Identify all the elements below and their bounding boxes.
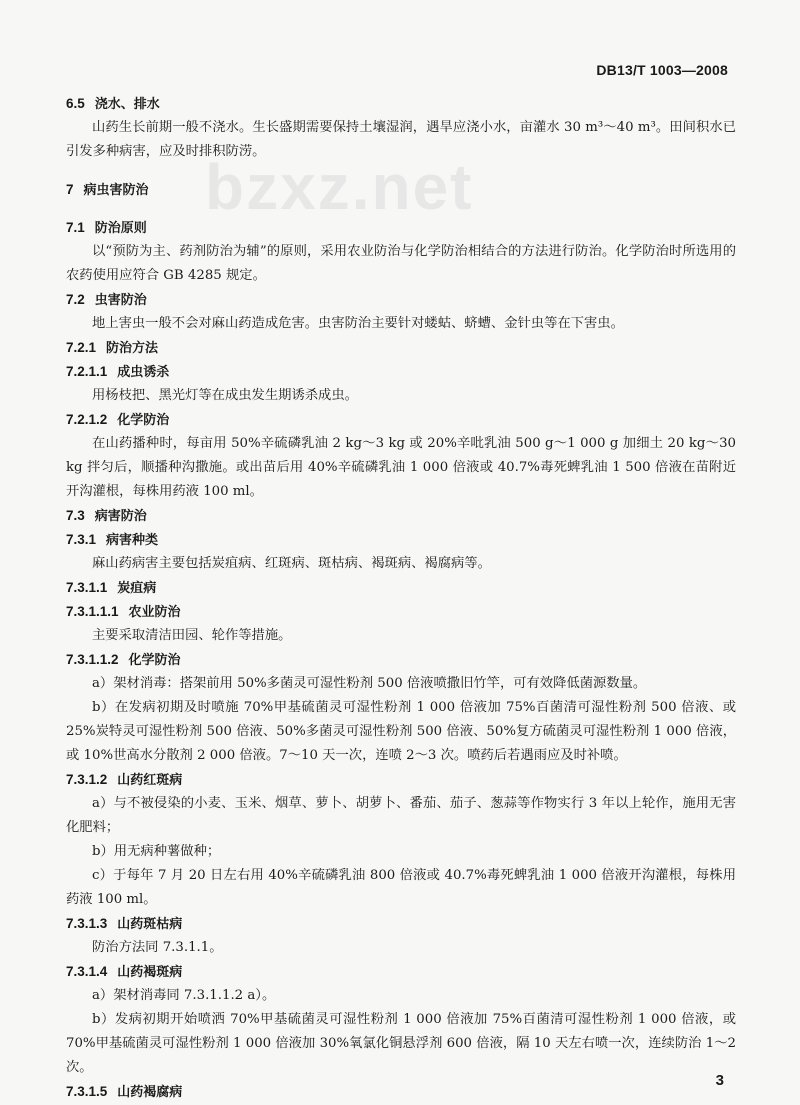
section-number: 7 <box>66 182 74 197</box>
standard-code: DB13/T 1003—2008 <box>596 62 728 78</box>
section-title: 炭疽病 <box>117 581 157 596</box>
list-item: a）架材消毒：搭架前用 50%多菌灵可湿性粉剂 500 倍液喷撒旧竹竿，可有效降低菌源数量。 <box>92 676 647 691</box>
list-item: b）用无病种薯做种； <box>92 844 221 859</box>
paragraph: 用杨枝把、黑光灯等在成虫发生期诱杀成虫。 <box>92 388 358 403</box>
section-heading-7-3-1 <box>66 528 736 552</box>
page-number: 3 <box>715 1072 724 1089</box>
section-heading-7-1 <box>66 216 736 240</box>
section-heading-7-3-1-3 <box>66 912 736 936</box>
section-number: 7.3.1 <box>66 532 97 547</box>
section-title: 山药斑枯病 <box>117 917 183 932</box>
section-number: 7.2.1.2 <box>66 412 108 427</box>
section-title: 化学防治 <box>117 413 170 428</box>
section-number: 6.5 <box>66 96 85 111</box>
list-item: b）在发病初期及时喷施 70%甲基硫菌灵可湿性粉剂 1 000 倍液加 75%百菌清可湿性粉剂 500 倍液、或 25%炭特灵可湿性粉剂 500 倍液、50%多菌灵可湿性粉剂 500 倍液、50%复方硫菌灵可湿性粉剂 1 000 倍液，或 10%世高水分散剂 2 000 倍液。7～10 天一次，连喷 2～3 次。喷药后若遇雨应及时补喷。 <box>66 700 736 763</box>
section-heading-7 <box>66 178 736 202</box>
paragraph: 山药生长前期一般不浇水。生长盛期需要保持土壤湿润，遇旱应浇小水，亩灌水 30 m³～40 m³。田间积水已引发多种病害，应及时排积防涝。 <box>66 120 736 159</box>
section-title: 化学防治 <box>128 653 181 668</box>
section-number: 7.3.1.3 <box>66 916 108 931</box>
paragraph: 防治方法同 7.3.1.1。 <box>92 940 223 955</box>
list-item: c）于每年 7 月 20 日左右用 40%辛硫磷乳油 800 倍液或 40.7%毒死蜱乳油 1 000 倍液开沟灌根，每株用药液 100 ml。 <box>66 868 736 907</box>
section-heading-7-2-1-1 <box>66 360 736 384</box>
section-number: 7.3.1.2 <box>66 772 108 787</box>
watermark: bzxz.net <box>205 151 474 223</box>
paragraph: 在山药播种时，每亩用 50%辛硫磷乳油 2 kg～3 kg 或 20%辛吡乳油 500 g～1 000 g 加细土 20 kg～30 kg 拌匀后，顺播种沟撒施。或出苗后用 40%辛硫磷乳油 1 000 倍液或 40.7%毒死蜱乳油 1 500 倍液在苗附近开沟灌根，每株用药液 100 ml。 <box>66 436 736 499</box>
section-title: 成虫诱杀 <box>117 365 170 380</box>
section-number: 7.3.1.1.2 <box>66 652 119 667</box>
section-heading-7-3 <box>66 504 736 528</box>
section-heading-7-3-1-2 <box>66 768 736 792</box>
section-title: 农业防治 <box>128 605 181 620</box>
section-number: 7.2.1.1 <box>66 364 108 379</box>
list-item: a）与不被侵染的小麦、玉米、烟草、萝卜、胡萝卜、番茄、茄子、葱蒜等作物实行 3 年以上轮作，施用无害化肥料； <box>66 796 736 835</box>
section-heading-7-3-1-4 <box>66 960 736 984</box>
section-title: 病害种类 <box>106 533 159 548</box>
section-heading-7-2 <box>66 288 736 312</box>
section-title: 防治方法 <box>106 341 159 356</box>
section-heading-7-2-1 <box>66 336 736 360</box>
paragraph: 地上害虫一般不会对麻山药造成危害。虫害防治主要针对蝼蛄、蛴螬、金针虫等在下害虫。 <box>92 316 624 331</box>
section-heading-7-3-1-1 <box>66 576 736 600</box>
paragraph: 以“预防为主、药剂防治为辅”的原则，采用农业防治与化学防治相结合的方法进行防治。化学防治时所选用的农药使用应符合 GB 4285 规定。 <box>66 244 736 283</box>
section-number: 7.3.1.4 <box>66 964 108 979</box>
paragraph: 麻山药病害主要包括炭疽病、红斑病、斑枯病、褐斑病、褐腐病等。 <box>92 556 491 571</box>
section-title: 病虫害防治 <box>83 183 149 198</box>
section-number: 7.3.1.1 <box>66 580 108 595</box>
section-heading-7-3-1-1-1 <box>66 600 736 624</box>
section-heading-7-2-1-2 <box>66 408 736 432</box>
document-body <box>66 92 736 1104</box>
section-number: 7.2 <box>66 292 85 307</box>
section-number: 7.3.1.1.1 <box>66 604 119 619</box>
section-title: 虫害防治 <box>94 293 147 308</box>
section-number: 7.1 <box>66 220 85 235</box>
paragraph: 主要采取清洁田园、轮作等措施。 <box>92 628 292 643</box>
section-heading-6-5 <box>66 92 736 116</box>
section-number: 7.2.1 <box>66 340 97 355</box>
section-number: 7.3 <box>66 508 85 523</box>
section-title: 防治原则 <box>94 221 147 236</box>
list-item: a）架材消毒同 7.3.1.1.2 a）。 <box>92 988 276 1003</box>
section-number: 7.3.1.5 <box>66 1084 108 1099</box>
list-item: b）发病初期开始喷洒 70%甲基硫菌灵可湿性粉剂 1 000 倍液加 75%百菌清可湿性粉剂 1 000 倍液，或 70%甲基硫菌灵可湿性粉剂 1 000 倍液加 30%氧氯化铜悬浮剂 600 倍液，隔 10 天左右喷一次，连续防治 1～2 次。 <box>66 1012 736 1075</box>
section-title: 病害防治 <box>94 509 147 524</box>
section-heading-7-3-1-1-2 <box>66 648 736 672</box>
section-title: 山药褐腐病 <box>117 1085 183 1100</box>
section-heading-7-3-1-5 <box>66 1080 736 1104</box>
section-title: 山药褐斑病 <box>117 965 183 980</box>
section-title: 山药红斑病 <box>117 773 183 788</box>
section-title: 浇水、排水 <box>94 97 160 112</box>
